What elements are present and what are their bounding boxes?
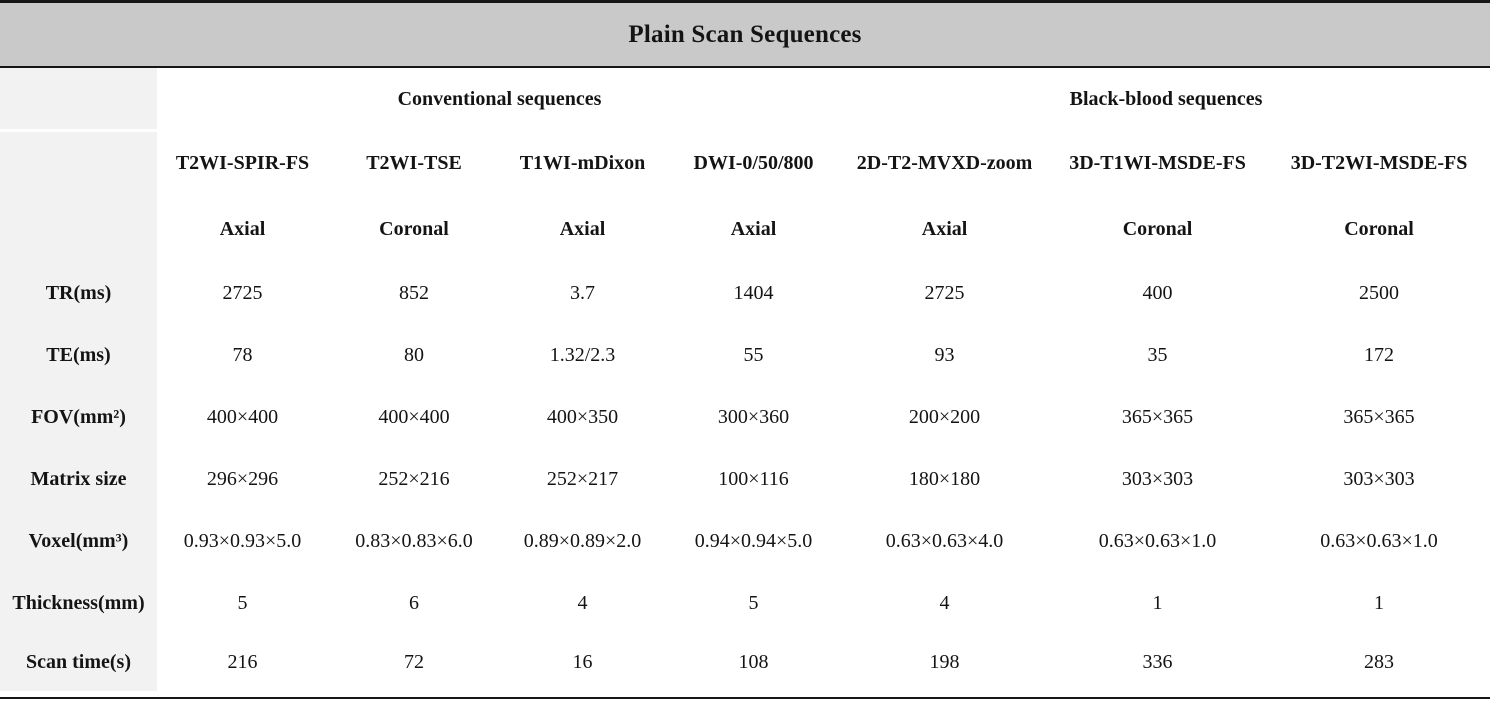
data-cell: 0.94×0.94×5.0 — [694, 529, 813, 552]
row-label: Voxel(mm³) — [0, 510, 157, 572]
data-cell: 365×365 — [1343, 405, 1415, 428]
data-cell: 365×365 — [1121, 405, 1194, 428]
row-label: FOV(mm²) — [0, 386, 157, 448]
data-cell: 0.63×0.63×1.0 — [1098, 529, 1217, 552]
column-header: DWI-0/50/800 — [693, 151, 814, 174]
data-cell: 0.89×0.89×2.0 — [523, 529, 642, 552]
data-cell: 100×116 — [718, 467, 789, 490]
data-cell: 4 — [939, 591, 950, 614]
table-row — [0, 634, 1490, 691]
data-cell: 400×400 — [378, 405, 450, 428]
data-cell: 1 — [1374, 591, 1385, 614]
column-header: T1WI-mDixon — [519, 151, 646, 174]
group-header: Black-blood sequences — [1069, 87, 1263, 110]
data-cell: 1404 — [733, 281, 774, 304]
data-cell: 2725 — [924, 281, 965, 304]
corner-cell — [0, 68, 157, 130]
data-cell: 852 — [399, 281, 429, 304]
sequence-table — [0, 68, 1490, 691]
row-label — [0, 196, 157, 262]
data-cell: 108 — [738, 651, 769, 673]
data-cell: 283 — [1364, 651, 1395, 673]
data-cell: 5 — [748, 591, 759, 614]
data-cell: 0.83×0.83×6.0 — [355, 529, 473, 552]
orientation-cell: Coronal — [1344, 217, 1414, 240]
data-cell: 172 — [1364, 343, 1395, 366]
table-title-bar — [0, 0, 1490, 68]
table-row — [0, 68, 1490, 130]
row-label: Thickness(mm) — [0, 572, 157, 634]
data-cell: 78 — [232, 343, 253, 366]
data-cell: 303×303 — [1343, 467, 1415, 490]
data-cell: 6 — [409, 591, 419, 614]
data-cell: 400 — [1142, 281, 1173, 304]
data-cell: 93 — [934, 343, 955, 366]
orientation-cell: Coronal — [1122, 217, 1193, 240]
sequence-table-body — [0, 68, 1490, 691]
column-header: T2WI-TSE — [366, 151, 462, 174]
orientation-cell: Axial — [730, 217, 777, 240]
data-cell: 400×350 — [546, 405, 619, 428]
table-row — [0, 386, 1490, 448]
data-cell: 336 — [1142, 651, 1173, 673]
table-row — [0, 448, 1490, 510]
row-label: TE(ms) — [0, 324, 157, 386]
table-row — [0, 324, 1490, 386]
group-header: Conventional sequences — [397, 87, 602, 110]
row-label — [0, 130, 157, 196]
data-cell: 55 — [743, 343, 764, 366]
orientation-cell: Axial — [921, 217, 968, 240]
data-cell: 198 — [929, 651, 960, 673]
data-cell: 2500 — [1359, 281, 1400, 304]
table-row — [0, 510, 1490, 572]
data-cell: 252×217 — [546, 467, 619, 490]
data-cell: 2725 — [222, 281, 263, 304]
data-cell: 0.93×0.93×5.0 — [183, 529, 302, 552]
table-bottom-rule — [0, 697, 1490, 699]
table-row — [0, 196, 1490, 262]
orientation-cell: Axial — [219, 217, 266, 240]
data-cell: 80 — [404, 343, 424, 366]
column-header: 3D-T1WI-MSDE-FS — [1069, 151, 1246, 174]
table-row — [0, 572, 1490, 634]
data-cell: 180×180 — [908, 467, 981, 490]
data-cell: 35 — [1147, 343, 1168, 366]
column-header: T2WI-SPIR-FS — [175, 151, 310, 174]
data-cell: 200×200 — [908, 405, 981, 428]
data-cell: 300×360 — [717, 405, 790, 428]
orientation-cell: Coronal — [379, 217, 449, 240]
orientation-cell: Axial — [559, 217, 606, 240]
table-title: Plain Scan Sequences — [628, 20, 862, 48]
data-cell: 303×303 — [1121, 467, 1194, 490]
data-cell: 0.63×0.63×1.0 — [1320, 529, 1438, 552]
column-header: 2D-T2-MVXD-zoom — [856, 151, 1033, 174]
data-cell: 4 — [577, 591, 588, 614]
data-cell: 296×296 — [206, 467, 279, 490]
row-label: Matrix size — [0, 448, 157, 510]
data-cell: 1.32/2.3 — [549, 343, 616, 366]
data-cell: 0.63×0.63×4.0 — [885, 529, 1004, 552]
row-label: Scan time(s) — [0, 634, 157, 691]
data-cell: 72 — [404, 651, 424, 673]
table-row — [0, 130, 1490, 196]
data-cell: 5 — [237, 591, 248, 614]
data-cell: 400×400 — [206, 405, 279, 428]
row-label: TR(ms) — [0, 262, 157, 324]
table-row — [0, 262, 1490, 324]
data-cell: 3.7 — [570, 281, 595, 304]
data-cell: 16 — [572, 651, 593, 673]
column-header: 3D-T2WI-MSDE-FS — [1290, 151, 1468, 174]
data-cell: 252×216 — [378, 467, 450, 490]
data-cell: 1 — [1152, 591, 1163, 614]
data-cell: 216 — [227, 651, 258, 673]
